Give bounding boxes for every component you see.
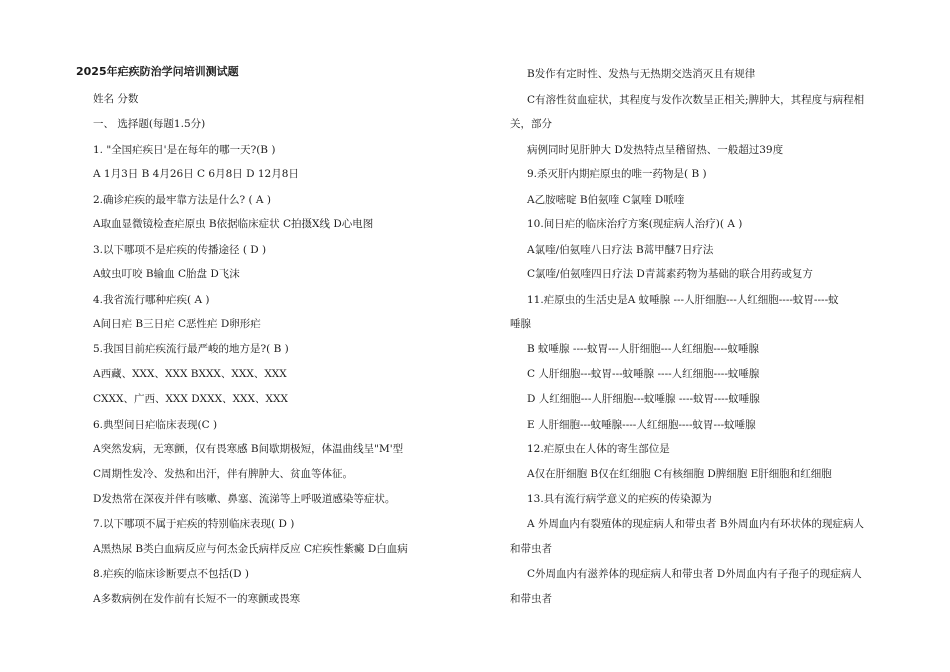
line-q13: 13.具有流行病学意义的疟疾的传染源为 [527,493,712,505]
line-q8-c-1: C有溶性贫血症状，其程度与发作次数呈正相关;脾肿大，其程度与病程相 [527,94,865,106]
line-q12: 12.疟原虫在人体的寄生部位是 [527,443,670,455]
line-q13-ab-2: 和带虫者 [510,543,552,555]
line-q11-1: 11.疟原虫的生活史是A 蚊唾腺 ---人肝细胞---人红细胞----蚊胃----蚊 [527,294,839,306]
line-q10-c: C氯喹/伯氨喹四日疗法 D青蒿素药物为基础的联合用药或复方 [527,268,813,280]
line-q13-cd-2: 和带虫者 [510,593,552,605]
line-q6: 6.典型间日疟临床表现(C ) [93,419,218,431]
line-q6-c: C周期性发冷、发热和出汗，伴有脾肿大、贫血等体征。 [93,468,354,480]
line-q11-c: C 人肝细胞---蚊胃---蚊唾腺 ----人红细胞----蚊唾腺 [527,368,760,380]
line-q11-e: E 人肝细胞---蚊唾腺----人红细胞----蚊胃---蚊唾腺 [527,419,756,431]
line-q12-opts: A仅在肝细胞 B仅在红细胞 C有核细胞 D脾细胞 E肝细胞和红细胞 [527,468,832,480]
line-q13-cd-1: C外周血内有滋养体的现症病人和带虫者 D外周血内有子孢子的现症病人 [527,568,862,580]
line-q2-opts: A取血显微镜检查疟原虫 B依据临床症状 C拍摄X线 D心电图 [93,218,374,230]
line-q7: 7.以下哪项不属于疟疾的特别临床表现( D ) [93,518,295,530]
line-q1: 1. "全国疟疾日'是在每年的哪一天?(B ) [93,144,276,156]
line-q8-b: B发作有定时性、发热与无热期交迭消灭且有规律 [527,68,756,80]
line-q1-opts: A 1月3日 B 4月26日 C 6月8日 D 12月8日 [93,168,299,180]
line-name-score: 姓名 分数 [93,93,139,105]
line-q10: 10.间日疟的临床治疗方案(现症病人治疗)( A ) [527,218,743,230]
line-q7-opts: A黑热尿 B类白血病反应与何杰金氏病样反应 C疟疾性紫癜 D白血病 [93,543,408,555]
line-q11-d: D 人红细胞---人肝细胞---蚊唾腺 ----蚊胃----蚊唾腺 [527,393,760,405]
line-q5: 5.我国目前疟疾流行最严峻的地方是?( B ) [93,343,289,355]
line-q4-opts: A间日疟 B三日疟 C恶性疟 D卵形疟 [93,318,261,330]
line-q11-b: B 蚊唾腺 ----蚊胃---人肝细胞---人红细胞----蚊唾腺 [527,343,760,355]
line-q13-ab-1: A 外周血内有裂殖体的现症病人和带虫者 B外周血内有环状体的现症病人 [527,518,864,530]
line-q3-opts: A蚊虫叮咬 B输血 C胎盘 D飞沫 [93,268,240,280]
line-q6-a: A突然发病，无寒颤，仅有畏寒感 B间歇期极短，体温曲线呈"M'型 [93,443,404,455]
line-q11-2: 唾腺 [510,318,531,330]
line-q8: 8.疟疾的临床诊断要点不包括(D ) [93,568,249,580]
line-q6-d: D发热常在深夜并伴有咳嗽、鼻塞、流涕等上呼吸道感染等症状。 [93,493,396,505]
line-q4: 4.我省流行哪种疟疾( A ) [93,294,210,306]
line-section: 一、 选择题(每题1.5分) [93,118,206,130]
line-q2: 2.确诊疟疾的最牢靠方法是什么? ( A ) [93,194,271,206]
line-q8-c-3: 病例同时见肝肿大 D发热特点呈稽留热、一般超过39度 [527,144,784,156]
line-q8-a: A多数病例在发作前有长短不一的寒颤或畏寒 [93,593,301,605]
line-q8-c-2: 关，部分 [510,118,552,130]
line-q5-opts-2: CXXX、广西、XXX DXXX、XXX、XXX [93,393,288,405]
line-title: 2025年疟疾防治学问培训测试题 [76,65,239,78]
line-q9-opts: A乙胺嘧啶 B伯氨喹 C氯喹 D哌喹 [527,194,685,206]
line-q3: 3.以下哪项不是疟疾的传播途径 ( D ) [93,244,267,256]
line-q9: 9.杀灭肝内期疟原虫的唯一药物是( B ) [527,168,707,180]
line-q10-a: A氯喹/伯氨喹八日疗法 B蒿甲醚7日疗法 [527,244,714,256]
line-q5-opts-1: A西藏、XXX、XXX BXXX、XXX、XXX [93,368,287,380]
